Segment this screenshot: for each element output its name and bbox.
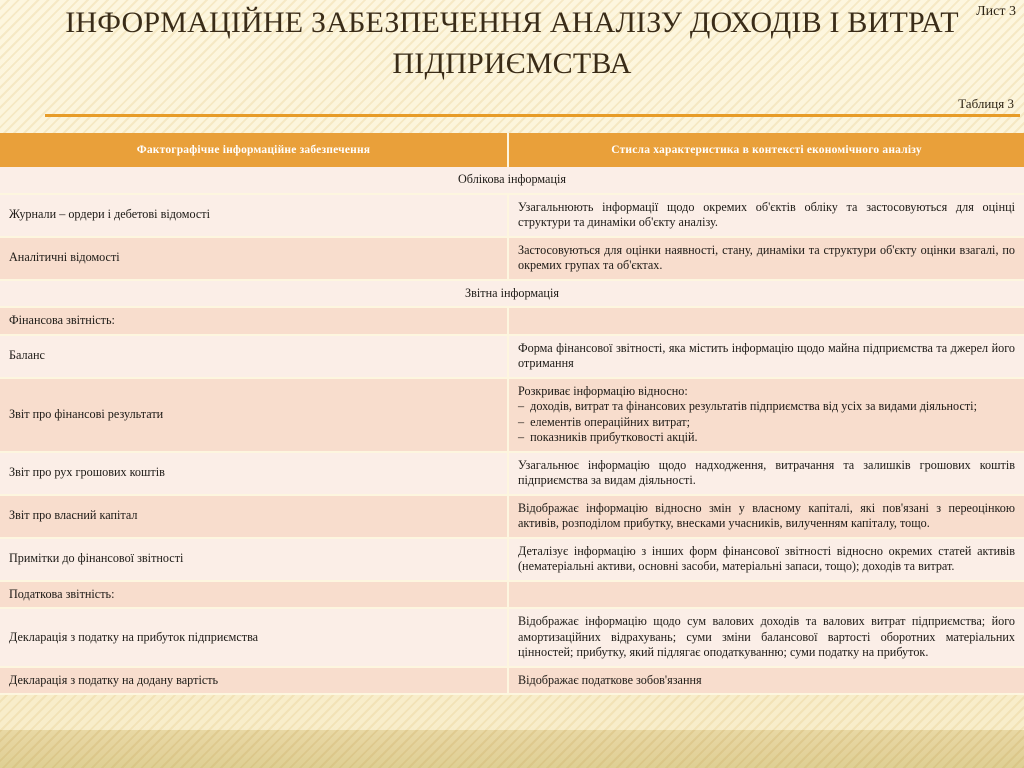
table-row bbox=[0, 581, 1024, 609]
table-row bbox=[0, 495, 1024, 538]
table-caption: Таблиця 3 bbox=[958, 96, 1014, 111]
row-description-cell: Форма фінансової звітності, яка містить інформацію щодо майна підприємства та джерел його отримання bbox=[508, 335, 1024, 378]
row-label-cell: Звіт про рух грошових коштів bbox=[0, 452, 508, 495]
bullet-text: доходів, витрат та фінансових результатів підприємства від усіх за видами діяльності; bbox=[530, 399, 977, 413]
row-label-cell: Баланс bbox=[0, 335, 508, 378]
title-divider-rule bbox=[45, 114, 1020, 117]
dash-bullet-icon: – bbox=[518, 430, 528, 444]
section-heading-cell: Звітна інформація bbox=[0, 280, 1024, 308]
description-lead-in: Розкриває інформацію відносно: bbox=[518, 383, 688, 398]
table-row bbox=[0, 538, 1024, 581]
row-label-cell: Журнали – ордери і дебетові відомості bbox=[0, 194, 508, 237]
table-header-row bbox=[0, 133, 1024, 167]
row-description-cell: Відображає податкове зобов'язання bbox=[508, 667, 1024, 695]
dash-bullet-icon: – bbox=[518, 399, 528, 413]
table-row bbox=[0, 452, 1024, 495]
row-description-cell bbox=[508, 378, 1024, 452]
page-title: ІНФОРМАЦІЙНЕ ЗАБЕЗПЕЧЕННЯ АНАЛІЗУ ДОХОДІВ І ВИТРАТ ПІДПРИЄМСТВА bbox=[65, 6, 959, 80]
sheet-number-label: Лист 3 bbox=[976, 4, 1016, 19]
table-row bbox=[0, 237, 1024, 280]
table-body bbox=[0, 167, 1024, 694]
row-description-cell: Узагальнює інформацію щодо надходження, витрачання та залишків грошових коштів підприємства за видам діяльності. bbox=[508, 452, 1024, 495]
row-label-cell: Податкова звітність: bbox=[0, 581, 508, 609]
bullet-text: елементів операційних витрат; bbox=[530, 414, 690, 429]
row-description-cell: Відображає інформацію відносно змін у власному капіталі, які пов'язані з переоцінкою активів, розподілом прибутку, внесками учасників, вилученням капіталу, тощо. bbox=[508, 495, 1024, 538]
table-section-row bbox=[0, 280, 1024, 308]
section-heading-cell: Облікова інформація bbox=[0, 167, 1024, 194]
table-row bbox=[0, 378, 1024, 452]
table-section-row bbox=[0, 167, 1024, 194]
row-description-cell: Деталізує інформацію з інших форм фінансової звітності відносно окремих статей активів (нематеріальні активи, основні засоби, матеріальні запаси, тощо); доходів та витрат. bbox=[508, 538, 1024, 581]
row-description-cell: Узагальнюють інформації щодо окремих об'єктів обліку та застосовуються для оцінці структури та динаміки об'єкту аналізу. bbox=[508, 194, 1024, 237]
table-row bbox=[0, 335, 1024, 378]
row-label-cell: Звіт про власний капітал bbox=[0, 495, 508, 538]
row-label-cell: Фінансова звітність: bbox=[0, 307, 508, 335]
row-label-cell: Звіт про фінансові результати bbox=[0, 378, 508, 452]
dash-bullet-icon: – bbox=[518, 414, 528, 429]
column-header-fact-support: Фактографічне інформаційне забезпечення bbox=[0, 133, 508, 167]
table-row bbox=[0, 608, 1024, 667]
row-description-cell: Застосовуються для оцінки наявності, стану, динаміки та структури об'єкту оцінки взагалі, по окремих групах та об'єктах. bbox=[508, 237, 1024, 280]
row-label-cell: Аналітичні відомості bbox=[0, 237, 508, 280]
table-row bbox=[0, 307, 1024, 335]
bottom-decorative-band bbox=[0, 730, 1024, 768]
row-description-cell: Відображає інформацію щодо сум валових доходів та валових витрат підприємства; його амортизаційних відрахувань; суми зміни балансової вартості оборотних матеріальних цінностей; прибутку, який підлягає оподаткуванню; суми податку на прибуток. bbox=[508, 608, 1024, 667]
description-bullet-item bbox=[518, 430, 1015, 446]
table-row bbox=[0, 194, 1024, 237]
row-label-cell: Примітки до фінансової звітності bbox=[0, 538, 508, 581]
column-header-brief-characteristic: Стисла характеристика в контексті економічного аналізу bbox=[508, 133, 1024, 167]
information-support-table bbox=[0, 133, 1024, 695]
information-support-table-wrapper bbox=[0, 133, 1024, 695]
row-description-cell-empty bbox=[508, 581, 1024, 609]
bullet-text: показників прибутковості акцій. bbox=[530, 430, 698, 444]
description-bullet-item bbox=[518, 415, 1015, 431]
description-bullet-item bbox=[518, 399, 1015, 415]
description-bullet-list bbox=[518, 399, 1015, 446]
row-label-cell: Декларація з податку на додану вартість bbox=[0, 667, 508, 695]
table-row bbox=[0, 667, 1024, 695]
row-description-cell-empty bbox=[508, 307, 1024, 335]
row-label-cell: Декларація з податку на прибуток підприємства bbox=[0, 608, 508, 667]
